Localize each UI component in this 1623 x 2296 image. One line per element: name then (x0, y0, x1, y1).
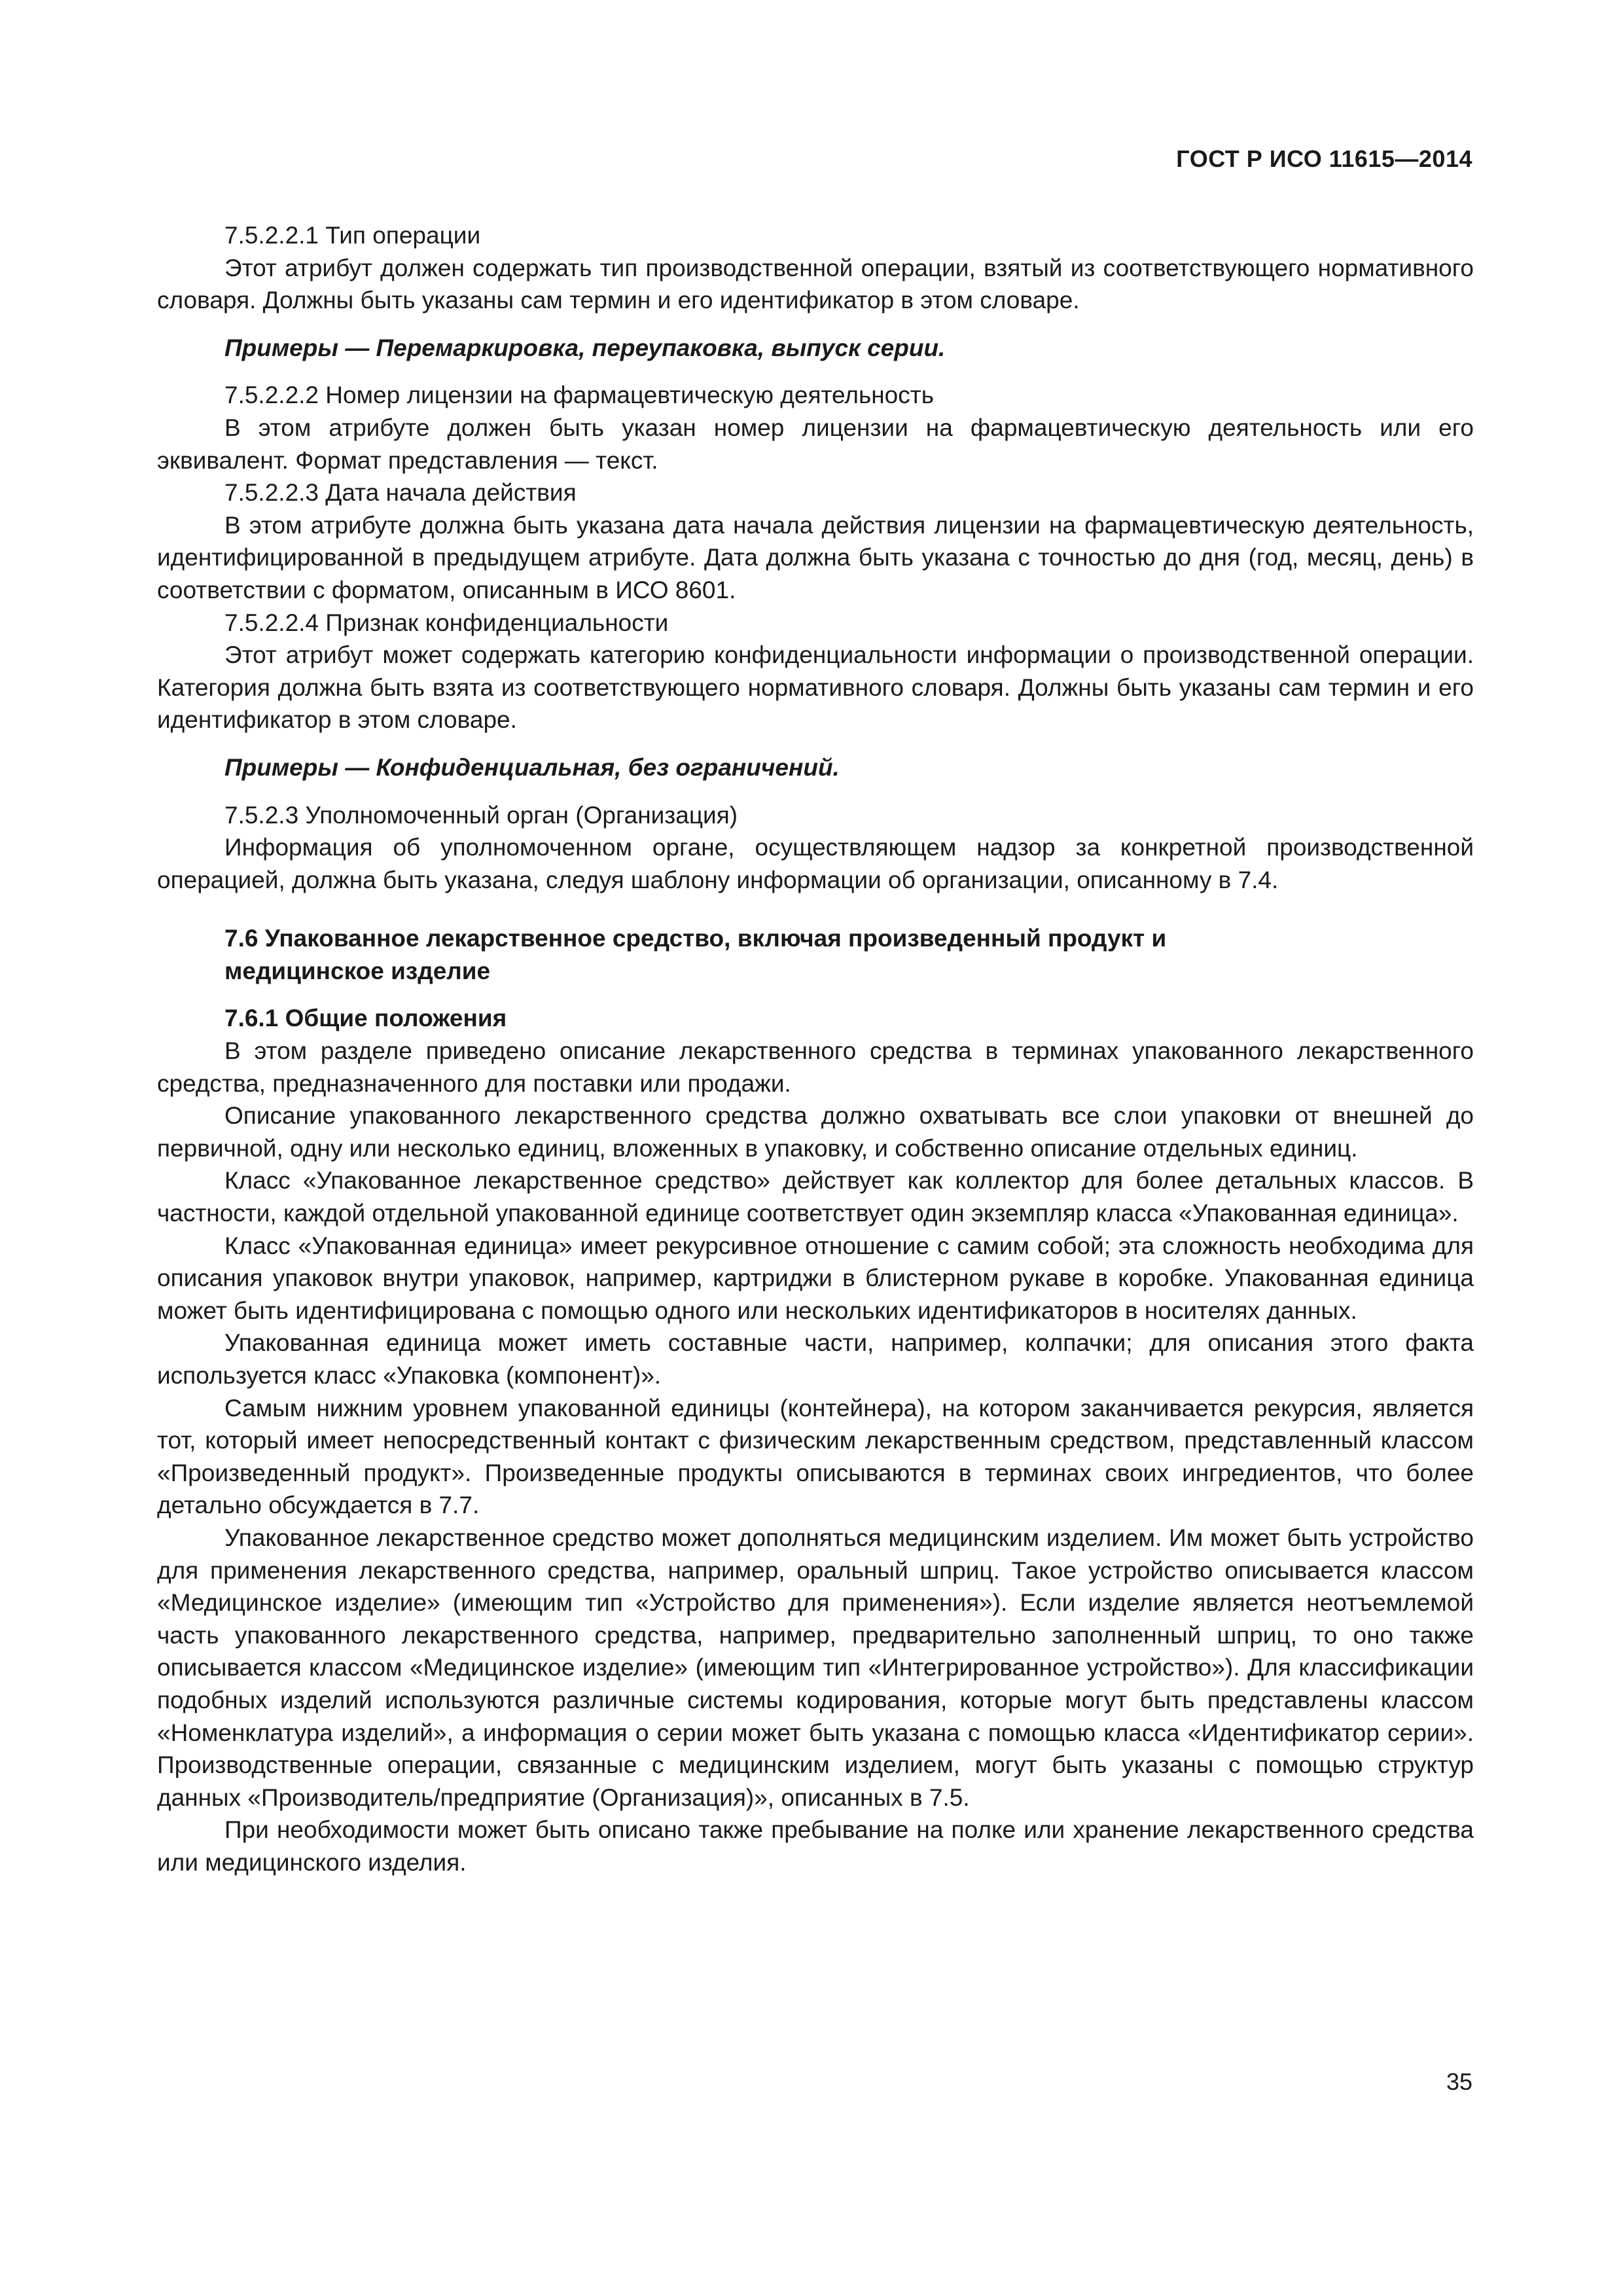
paragraph-4: Класс «Упакованная единица» имеет рекурсивное отношение с самим собой; эта сложность необходима для описания упаковок внутри упаковок, например, картриджи в блистерном рукаве в коробке. Упакованная единица может быть идентифицирована с помощью одного или нескольких идентификаторов в носителях данных. (157, 1232, 1474, 1324)
paragraph-8: При необходимости может быть описано также пребывание на полке или хранение лекарственного средства или медицинского изделия. (157, 1816, 1474, 1876)
paragraph-7: Упакованное лекарственное средство может дополняться медицинским изделием. Им может быть устройство для применения лекарственного средства, например, оральный шприц. Такое устройство описывается классом «Медицинское изделие» (имеющим тип «Устройство для применения»). Если изделие является неотъемлемой часть упакованного лекарственного средства, например, предварительно заполненный шприц, то оно также описывается классом «Медицинское изделие» (имеющим тип «Интегрированное устройство»). Для классификации подобных изделий используются различные системы кодирования, которые могут быть представлены классом «Номенклатура изделий», а информация о серии может быть указана с помощью класса «Идентификатор серии». Производственные операции, связанные с медицинским изделием, могут быть указаны с помощью структур данных «Производитель/предприятие (Организация)», описанных в 7.5. (157, 1524, 1474, 1811)
clause-7-5-2-2-1-heading: 7.5.2.2.1 Тип операции (224, 222, 481, 249)
clause-7-5-2-2-2-heading: 7.5.2.2.2 Номер лицензии на фармацевтическую деятельность (224, 382, 934, 409)
clause-7-5-2-2-4-heading: 7.5.2.2.4 Признак конфиденциальности (224, 609, 669, 636)
clause-7-5-2-3-text: Информация об уполномоченном органе, осуществляющем надзор за конкретной производственной операцией, должна быть указана, следуя шаблону информации об организации, описанному в 7.4. (157, 834, 1474, 893)
page-number: 35 (1446, 2068, 1472, 2095)
clause-7-5-2-2-3-text: В этом атрибуте должна быть указана дата начала действия лицензии на фармацевтическую деятельность, идентифицированной в предыдущем атрибуте. Дата должна быть указана с точностью до дня (год, месяц, день) в соответствии с форматом, описанным в ИСО 8601. (157, 511, 1474, 603)
example-2: Примеры — Конфиденциальная, без ограничений. (224, 753, 840, 781)
paragraph-3: Класс «Упакованное лекарственное средство» действует как коллектор для более детальных классов. В частности, каждой отдельной упакованной единице соответствует один экземпляр класса «Упакованная единица». (157, 1167, 1474, 1227)
document-body (157, 219, 1474, 1879)
standard-header: ГОСТ Р ИСО 11615—2014 (1176, 145, 1472, 172)
clause-7-5-2-2-1-text: Этот атрибут должен содержать тип производственной операции, взятый из соответствующего нормативного словаря. Должны быть указаны сам термин и его идентификатор в этом словаре. (157, 254, 1474, 314)
clause-7-5-2-2-2-text: В этом атрибуте должен быть указан номер лицензии на фармацевтическую деятельность или его эквивалент. Формат представления — текст. (157, 414, 1474, 474)
subsection-7-6-1-heading: 7.6.1 Общие положения (224, 1005, 507, 1032)
paragraph-1: В этом разделе приведено описание лекарственного средства в терминах упакованного лекарственного средства, предназначенного для поставки или продажи. (157, 1037, 1474, 1097)
clause-7-5-2-2-3-heading: 7.5.2.2.3 Дата начала действия (224, 479, 577, 507)
clause-7-5-2-3-heading: 7.5.2.3 Уполномоченный орган (Организация) (224, 801, 738, 829)
clause-7-5-2-2-4-text: Этот атрибут может содержать категорию конфиденциальности информации о производственной операции. Категория должна быть взята из соответствующего нормативного словаря. Должны быть указаны сам термин и его идентификатор в этом словаре. (157, 641, 1474, 734)
paragraph-2: Описание упакованного лекарственного средства должно охватывать все слои упаковки от внешней до первичной, одну или несколько единиц, вложенных в упаковку, и собственно описание отдельных единиц. (157, 1102, 1474, 1162)
paragraph-6: Самым нижним уровнем упакованной единицы (контейнера), на котором заканчивается рекурсия, является тот, который имеет непосредственный контакт с физическим лекарственным средством, представленный классом «Произведенный продукт». Произведенные продукты описываются в терминах своих ингредиентов, что более детально обсуждается в 7.7. (157, 1394, 1474, 1519)
example-1: Примеры — Перемаркировка, переупаковка, выпуск серии. (224, 334, 946, 361)
section-7-6-heading: 7.6 Упакованное лекарственное средство, включая произведенный продукт и медицинское изделие (224, 925, 1167, 984)
paragraph-5: Упакованная единица может иметь составные части, например, колпачки; для описания этого факта используется класс «Упаковка (компонент)». (157, 1329, 1474, 1389)
